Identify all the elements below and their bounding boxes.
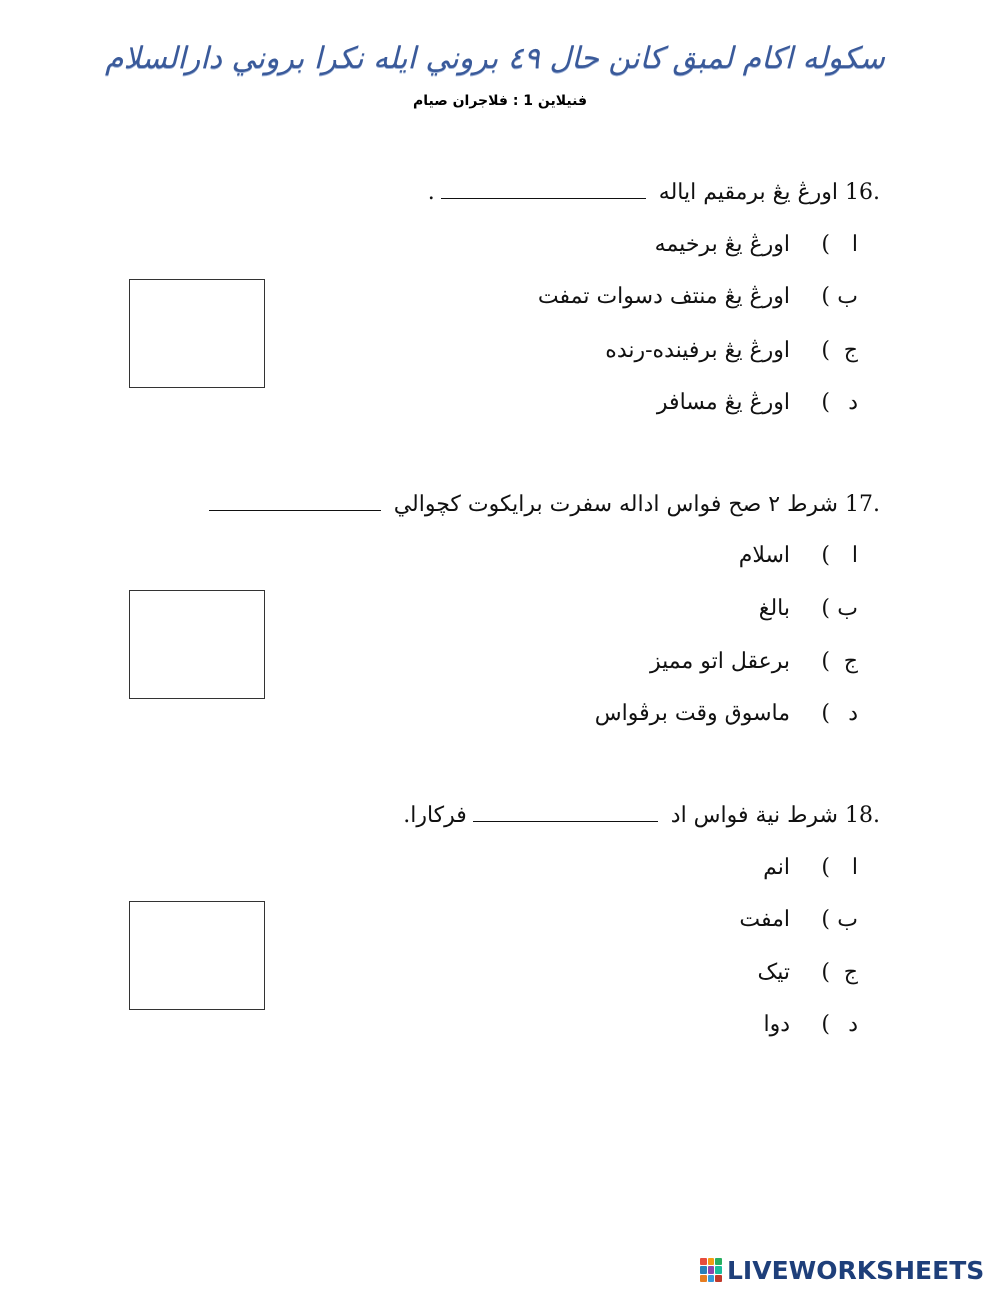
question-16 [428, 180, 880, 205]
liveworksheets-logo [700, 1255, 995, 1285]
option-paren: ) [821, 907, 830, 932]
question-text: اورڠ يڠ برمقيم اياله [658, 180, 838, 205]
option-letter: د [848, 390, 858, 415]
option-letter: ج [843, 960, 858, 985]
logo-square [715, 1258, 722, 1265]
option-a [458, 232, 858, 264]
option-d [458, 390, 858, 422]
option-b [458, 284, 858, 316]
school-header-banner [105, 30, 885, 86]
question-trail: فرکارا. [403, 803, 467, 828]
option-paren: ) [821, 649, 830, 674]
option-b [458, 596, 858, 628]
question-17 [203, 492, 880, 517]
question-text: شرط نية فواس اد [670, 803, 838, 828]
option-text: تيک [757, 960, 790, 985]
option-a [458, 543, 858, 575]
option-a [458, 855, 858, 887]
answer-box-16[interactable] [129, 279, 265, 388]
liveworksheets-grid-icon [700, 1258, 722, 1282]
option-text: انم [763, 855, 790, 880]
logo-square [700, 1266, 707, 1273]
option-letter: ا [851, 855, 858, 880]
option-paren: ) [821, 855, 830, 880]
option-text: اورڠ يڠ برخيمه [654, 232, 790, 257]
option-b [458, 907, 858, 939]
option-paren: ) [821, 338, 830, 363]
option-c [458, 649, 858, 681]
question-trail: . [427, 180, 435, 205]
answer-box-17[interactable] [129, 590, 265, 699]
option-paren: ) [821, 960, 830, 985]
logo-square [708, 1266, 715, 1273]
worksheet-subtitle: فنيلاين 1 : فلاجران صيام [412, 93, 588, 109]
option-letter: د [848, 701, 858, 726]
option-d [458, 701, 858, 733]
fill-blank [209, 509, 381, 511]
option-text: بالغ [758, 596, 790, 621]
option-c [458, 960, 858, 992]
fill-blank [473, 820, 658, 822]
logo-square [708, 1275, 715, 1282]
option-text: اسلام [738, 543, 790, 568]
option-letter: د [848, 1012, 858, 1037]
logo-square [715, 1275, 722, 1282]
fill-blank [441, 197, 646, 199]
option-paren: ) [821, 701, 830, 726]
question-number: 17. [845, 492, 880, 517]
banner-text: سکوله اکام لمبق کانن حال ٤٩ بروني ايله نکرا بروني دارالسلام [105, 40, 885, 76]
option-d [458, 1012, 858, 1044]
option-paren: ) [821, 284, 830, 309]
option-text: اورڠ يڠ مسافر [656, 390, 790, 415]
logo-square [708, 1258, 715, 1265]
logo-text: LIVEWORKSHEETS [727, 1255, 985, 1285]
option-text: امفت [739, 907, 790, 932]
option-letter: ب [837, 907, 858, 932]
option-paren: ) [821, 232, 830, 257]
option-letter: ا [851, 232, 858, 257]
logo-square [700, 1275, 707, 1282]
option-paren: ) [821, 596, 830, 621]
option-letter: ج [843, 338, 858, 363]
option-paren: ) [821, 390, 830, 415]
option-text: برعقل اتو مميز [649, 649, 790, 674]
option-letter: ج [843, 649, 858, 674]
question-text: شرط ٢ صح فواس اداله سفرت برايکوت کچوالي [393, 492, 838, 517]
option-letter: ا [851, 543, 858, 568]
option-letter: ب [837, 596, 858, 621]
option-text: اورڠ يڠ منتف دسوات تمفت [537, 284, 790, 309]
option-text: دوا [763, 1012, 790, 1037]
option-paren: ) [821, 1012, 830, 1037]
question-number: 16. [845, 180, 880, 205]
answer-box-18[interactable] [129, 901, 265, 1010]
logo-square [715, 1266, 722, 1273]
option-paren: ) [821, 543, 830, 568]
question-number: 18. [845, 803, 880, 828]
option-c [458, 338, 858, 370]
option-letter: ب [837, 284, 858, 309]
option-text: ماسوق وقت برڤواس [594, 701, 790, 726]
option-text: اورڠ يڠ برفينده-رنده [605, 338, 790, 363]
question-18 [403, 803, 880, 828]
logo-square [700, 1258, 707, 1265]
